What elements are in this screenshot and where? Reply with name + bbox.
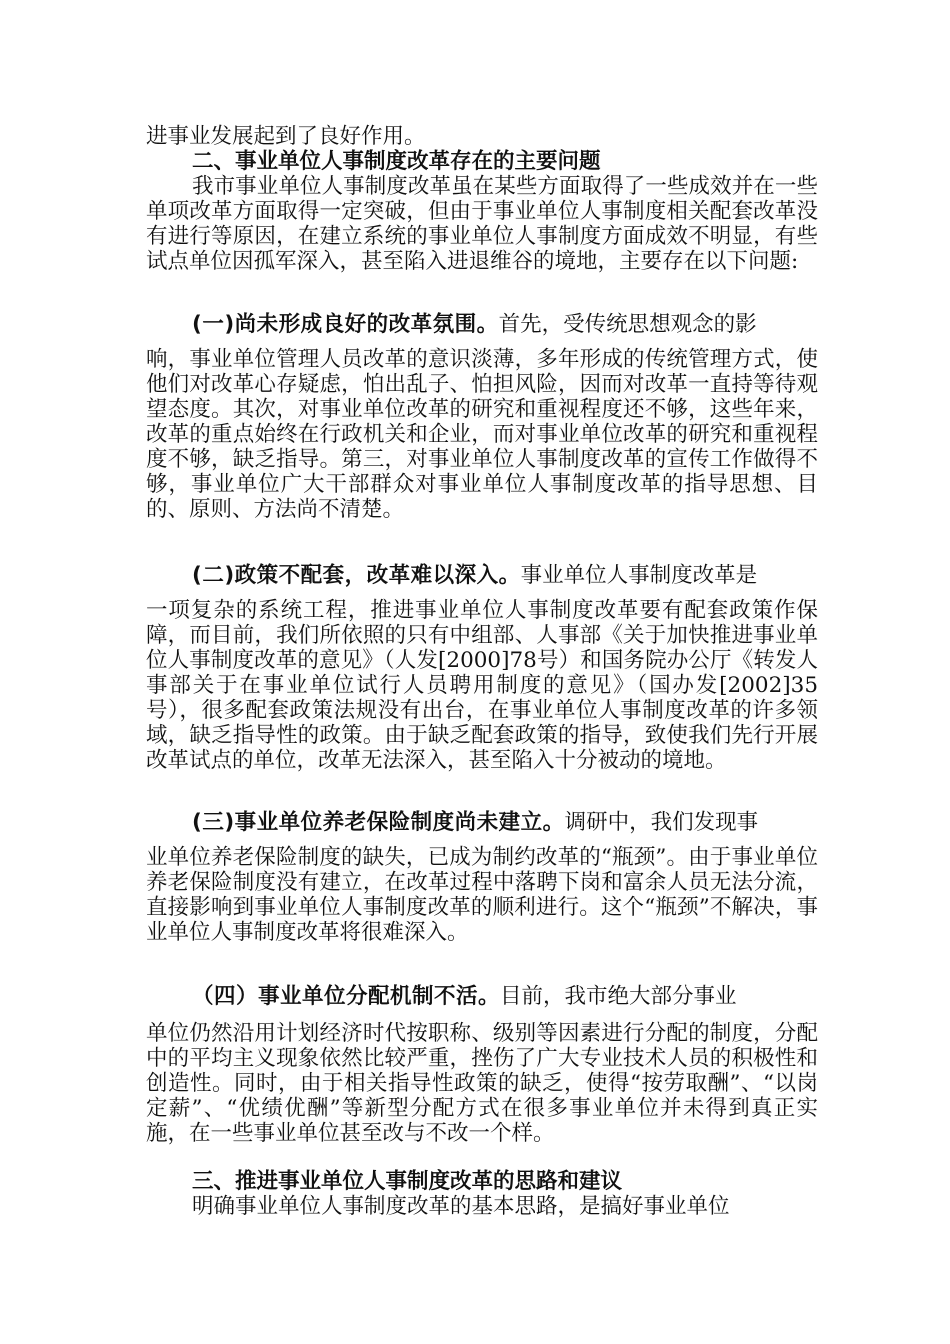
item-1-lead-text: 首先，受传统思想观念的影 [498, 312, 757, 337]
item-2-paragraph: 一项复杂的系统工程，推进事业单位人事制度改革要有配套政策作保障，而目前，我们所依照的只有中组部、人事部《关于加快推进事业单位人事制度改革的意见》（人发[2000]78号）和国务院办公厅《转发人事部关于在事业单位试行人员聘用制度的意见》（国办发[2002]35号），很多配套政策法规没有出台，在事业单位人事制度改革的许多领域，缺乏指导性的政策。由于缺乏配套政策的指导，致使我们先行开展改革试点的单位，改革无法深入，甚至陷入十分被动的境地。 [146, 598, 818, 773]
item-2-title: (二)政策不配套，改革难以深入。 [192, 563, 521, 588]
section-2-heading: 二、事业单位人事制度改革存在的主要问题 [192, 149, 601, 174]
item-1-paragraph: 响，事业单位管理人员改革的意识淡薄，多年形成的传统管理方式，使他们对改革心存疑虑，怕出乱子、怕担风险，因而对改革一直持等待观望态度。其次，对事业单位改革的研究和重视程度还不够，这些年来，改革的重点始终在行政机关和企业，而对事业单位改革的研究和重视程度不够，缺乏指导。第三，对事业单位人事制度改革的宣传工作做得不够，事业单位广大干部群众对事业单位人事制度改革的指导思想、目的、原则、方法尚不清楚。 [146, 347, 818, 522]
item-1-first-line [146, 312, 818, 337]
item-1-title: (一)尚未形成良好的改革氛围。 [192, 312, 499, 337]
item-4-paragraph: 单位仍然沿用计划经济时代按职称、级别等因素进行分配的制度，分配中的平均主义现象依然比较严重，挫伤了广大专业技术人员的积极性和创造性。同时，由于相关指导性政策的缺乏，使得“按劳取酬”、“以岗定薪”、“优绩优酬”等新型分配方式在很多事业单位并未得到真正实施，在一些事业单位甚至改与不改一个样。 [146, 1021, 818, 1146]
section-2-intro-paragraph: 我市事业单位人事制度改革虽在某些方面取得了一些成效并在一些单项改革方面取得一定突破，但由于事业单位人事制度相关配套改革没有进行等原因，在建立系统的事业单位人事制度方面成效不明显，有些试点单位因孤军深入，甚至陷入进退维谷的境地，主要存在以下问题: [146, 174, 818, 274]
section-3-intro-paragraph: 明确事业单位人事制度改革的基本思路，是搞好事业单位 [192, 1194, 730, 1219]
item-3-paragraph: 业单位养老保险制度的缺失，已成为制约改革的“瓶颈”。由于事业单位养老保险制度没有建立，在改革过程中落聘下岗和富余人员无法分流，直接影响到事业单位人事制度改革的顺利进行。这个“瓶颈”不解决，事业单位人事制度改革将很难深入。 [146, 845, 818, 945]
item-4-first-line [146, 984, 818, 1009]
item-4-title: （四）事业单位分配机制不活。 [192, 984, 501, 1009]
item-3-lead-text: 调研中，我们发现事 [564, 810, 759, 835]
section-3-heading: 三、推进事业单位人事制度改革的思路和建议 [192, 1169, 623, 1194]
intro-tail-paragraph: 进事业发展起到了良好作用。 [146, 124, 426, 149]
item-3-first-line [146, 810, 818, 835]
item-3-title: (三)事业单位养老保险制度尚未建立。 [192, 810, 565, 835]
item-2-first-line [146, 563, 818, 588]
item-4-lead-text: 目前，我市绝大部分事业 [500, 984, 737, 1009]
item-2-lead-text: 事业单位人事制度改革是 [520, 563, 758, 588]
